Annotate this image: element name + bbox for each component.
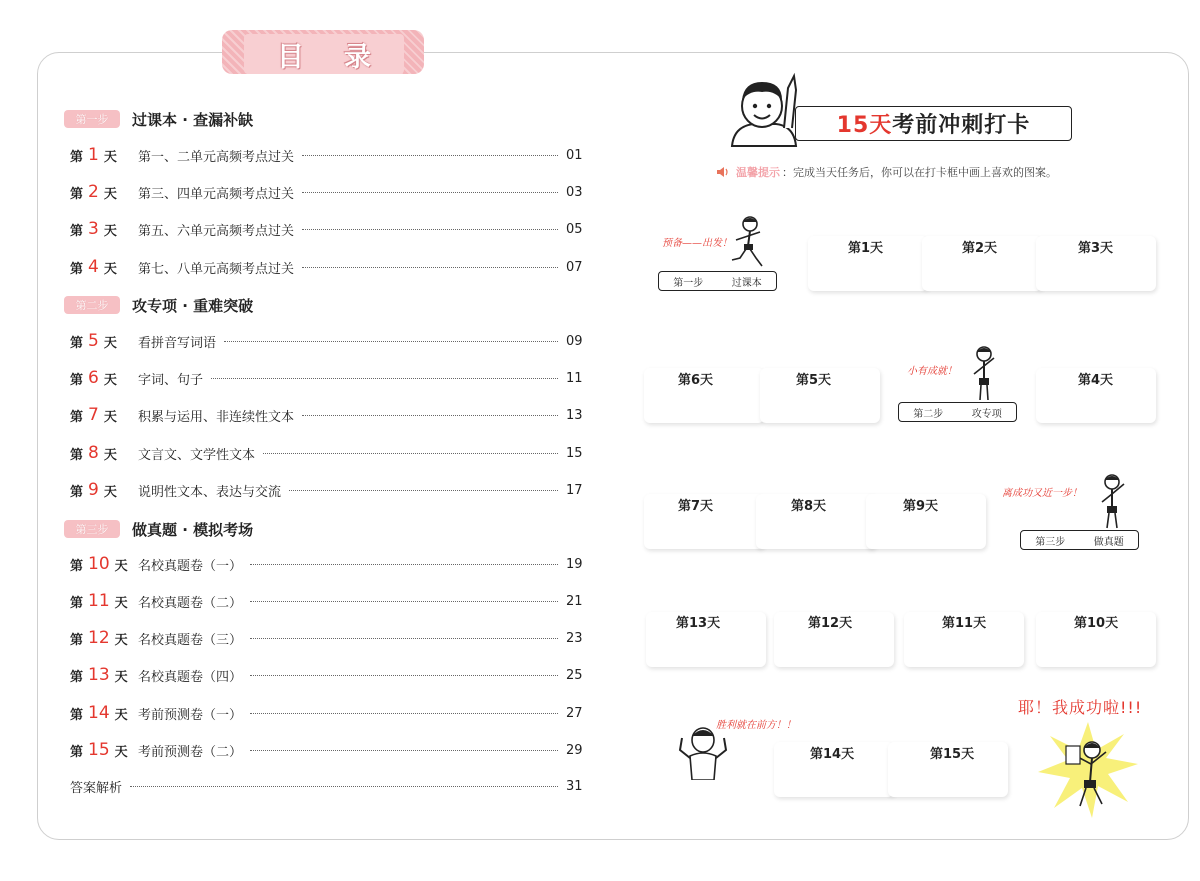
day-label: 第 6 天 — [70, 368, 117, 388]
leader-dots — [302, 192, 558, 193]
step-title: 过课本 · 查漏补缺 — [132, 110, 254, 129]
leader-dots — [263, 453, 558, 454]
toc-entry[interactable] — [70, 217, 582, 241]
leader-dots — [130, 786, 558, 787]
day-tag: 第6天 — [678, 373, 714, 388]
page-number: 03 — [566, 184, 583, 200]
toc-entry-title: 名校真题卷（四） — [138, 669, 243, 685]
step-box-3 — [1020, 530, 1139, 550]
day-label: 第 10 天 — [70, 554, 128, 574]
banner-days: 15天 — [836, 113, 893, 138]
boy-pointing-icon — [724, 70, 804, 148]
toc-entry-title: 第七、八单元高频考点过关 — [138, 261, 295, 277]
page-number: 11 — [566, 370, 583, 386]
page-number: 07 — [566, 259, 583, 275]
day-tag: 第13天 — [676, 616, 721, 631]
day-tag: 第5天 — [796, 373, 832, 388]
toc-title — [244, 34, 404, 74]
toc-entry[interactable] — [70, 589, 582, 613]
toc-entry-title: 积累与运用、非连续性文本 — [138, 409, 295, 425]
flexing-boy-icon — [676, 724, 730, 780]
step-box-step: 第一步 — [673, 277, 704, 289]
page-number: 17 — [566, 482, 583, 498]
toc-entry-title: 答案解析 — [70, 780, 123, 796]
toc-entry[interactable] — [70, 329, 582, 353]
day-label: 第 1 天 — [70, 145, 117, 165]
day-tag: 第14天 — [810, 747, 855, 762]
hint-text: ：完成当天任务后，你可以在打卡框中画上喜欢的图案。 — [782, 166, 1057, 179]
step-box-step: 第二步 — [913, 408, 944, 420]
toc-entry[interactable] — [70, 552, 582, 576]
leader-dots — [250, 601, 558, 602]
speech-bubble: 小有成就！ — [907, 366, 957, 377]
toc-entry[interactable] — [70, 366, 582, 390]
leader-dots — [302, 229, 558, 230]
page-number: 01 — [566, 147, 583, 163]
leader-dots — [302, 415, 558, 416]
banner-title: 考前冲刺打卡 — [892, 113, 1031, 138]
toc-entry-title: 考前预测卷（二） — [138, 744, 243, 760]
toc-entry-title: 名校真题卷（一） — [138, 558, 243, 574]
day-tag: 第11天 — [942, 616, 987, 631]
checkin-banner — [795, 106, 1072, 141]
toc-entry[interactable] — [70, 143, 582, 167]
step-badge: 第二步 — [64, 296, 120, 314]
step-box-name: 做真题 — [1093, 536, 1124, 548]
step-box-name: 过课本 — [731, 277, 762, 289]
success-cheer: 耶！我成功啦!!! — [1018, 698, 1143, 717]
celebrating-boy-icon — [1036, 720, 1140, 820]
leader-dots — [211, 378, 558, 379]
leader-dots — [302, 267, 558, 268]
day-label: 第 2 天 — [70, 182, 117, 202]
page-number: 29 — [566, 742, 583, 758]
toc-entry-title: 考前预测卷（一） — [138, 707, 243, 723]
toc-entry-answers[interactable] — [70, 774, 582, 798]
step-badge: 第三步 — [64, 520, 120, 538]
toc-entry[interactable] — [70, 701, 582, 725]
speech-bubble: 离成功又近一步！ — [1002, 488, 1082, 499]
leader-dots — [250, 564, 558, 565]
speech-bubble: 胜利就在前方！！ — [716, 720, 796, 731]
running-boy-icon — [722, 214, 772, 270]
day-tag: 第3天 — [1078, 241, 1114, 256]
leader-dots — [289, 490, 558, 491]
day-tag: 第15天 — [930, 747, 975, 762]
hint-title: 温馨提示 — [736, 166, 780, 179]
day-tag: 第1天 — [848, 241, 884, 256]
toc-entry-title: 名校真题卷（二） — [138, 595, 243, 611]
toc-entry-title: 说明性文本、表达与交流 — [138, 484, 282, 500]
day-label: 第 3 天 — [70, 219, 117, 239]
day-label: 第 11 天 — [70, 591, 128, 611]
day-label: 第 5 天 — [70, 331, 117, 351]
toc-entry[interactable] — [70, 403, 582, 427]
toc-entry[interactable] — [70, 255, 582, 279]
day-tag: 第9天 — [903, 499, 939, 514]
toc-entry-title: 文言文、文学性文本 — [138, 447, 256, 463]
toc-entry-title: 看拼音写词语 — [138, 335, 217, 351]
standing-boy-icon — [968, 344, 1000, 402]
toc-entry[interactable] — [70, 441, 582, 465]
toc-entry-title: 第五、六单元高频考点过关 — [138, 223, 295, 239]
page-number: 15 — [566, 445, 583, 461]
page-number: 27 — [566, 705, 583, 721]
speech-bubble: 预备——出发！ — [662, 238, 732, 249]
step-box-2 — [898, 402, 1017, 422]
day-label: 第 13 天 — [70, 665, 128, 685]
waving-boy-icon — [1094, 472, 1130, 530]
day-label: 第 9 天 — [70, 480, 117, 500]
toc-entry[interactable] — [70, 738, 582, 762]
toc-entry[interactable] — [70, 478, 582, 502]
toc-entry-title: 第三、四单元高频考点过关 — [138, 186, 295, 202]
toc-entry-title: 字词、句子 — [138, 372, 204, 388]
day-tag: 第10天 — [1074, 616, 1119, 631]
step-title: 做真题 · 模拟考场 — [132, 520, 254, 539]
toc-step-heading — [64, 294, 253, 316]
day-tag: 第8天 — [791, 499, 827, 514]
day-label: 第 12 天 — [70, 628, 128, 648]
toc-entry[interactable] — [70, 626, 582, 650]
step-title: 攻专项 · 重难突破 — [132, 296, 254, 315]
leader-dots — [250, 713, 558, 714]
day-label: 第 8 天 — [70, 443, 117, 463]
toc-title-char: 录 — [344, 41, 371, 73]
step-badge: 第一步 — [64, 110, 120, 128]
step-box-step: 第三步 — [1035, 536, 1066, 548]
toc-entry-title: 第一、二单元高频考点过关 — [138, 149, 295, 165]
leader-dots — [224, 341, 558, 342]
leader-dots — [250, 638, 558, 639]
day-tag: 第4天 — [1078, 373, 1114, 388]
toc-entry-title: 名校真题卷（三） — [138, 632, 243, 648]
day-label: 第 4 天 — [70, 257, 117, 277]
page-number: 23 — [566, 630, 583, 646]
page-number: 25 — [566, 667, 583, 683]
page-number: 21 — [566, 593, 583, 609]
page-number: 31 — [566, 778, 583, 794]
leader-dots — [250, 750, 558, 751]
day-label: 第 15 天 — [70, 740, 128, 760]
day-tag: 第12天 — [808, 616, 853, 631]
day-tag: 第2天 — [962, 241, 998, 256]
speaker-icon — [716, 166, 730, 178]
page-number: 13 — [566, 407, 583, 423]
step-box-name: 攻专项 — [971, 408, 1002, 420]
day-label: 第 14 天 — [70, 703, 128, 723]
toc-title-char: 目 — [277, 41, 304, 73]
leader-dots — [302, 155, 558, 156]
step-box-1 — [658, 271, 777, 291]
toc-step-heading — [64, 108, 253, 130]
toc-entry[interactable] — [70, 663, 582, 687]
day-label: 第 7 天 — [70, 405, 117, 425]
page-number: 19 — [566, 556, 583, 572]
day-tag: 第7天 — [678, 499, 714, 514]
toc-step-heading — [64, 518, 253, 540]
leader-dots — [250, 675, 558, 676]
page-number: 09 — [566, 333, 583, 349]
toc-entry[interactable] — [70, 180, 582, 204]
checkin-hint — [716, 164, 1057, 180]
page-number: 05 — [566, 221, 583, 237]
